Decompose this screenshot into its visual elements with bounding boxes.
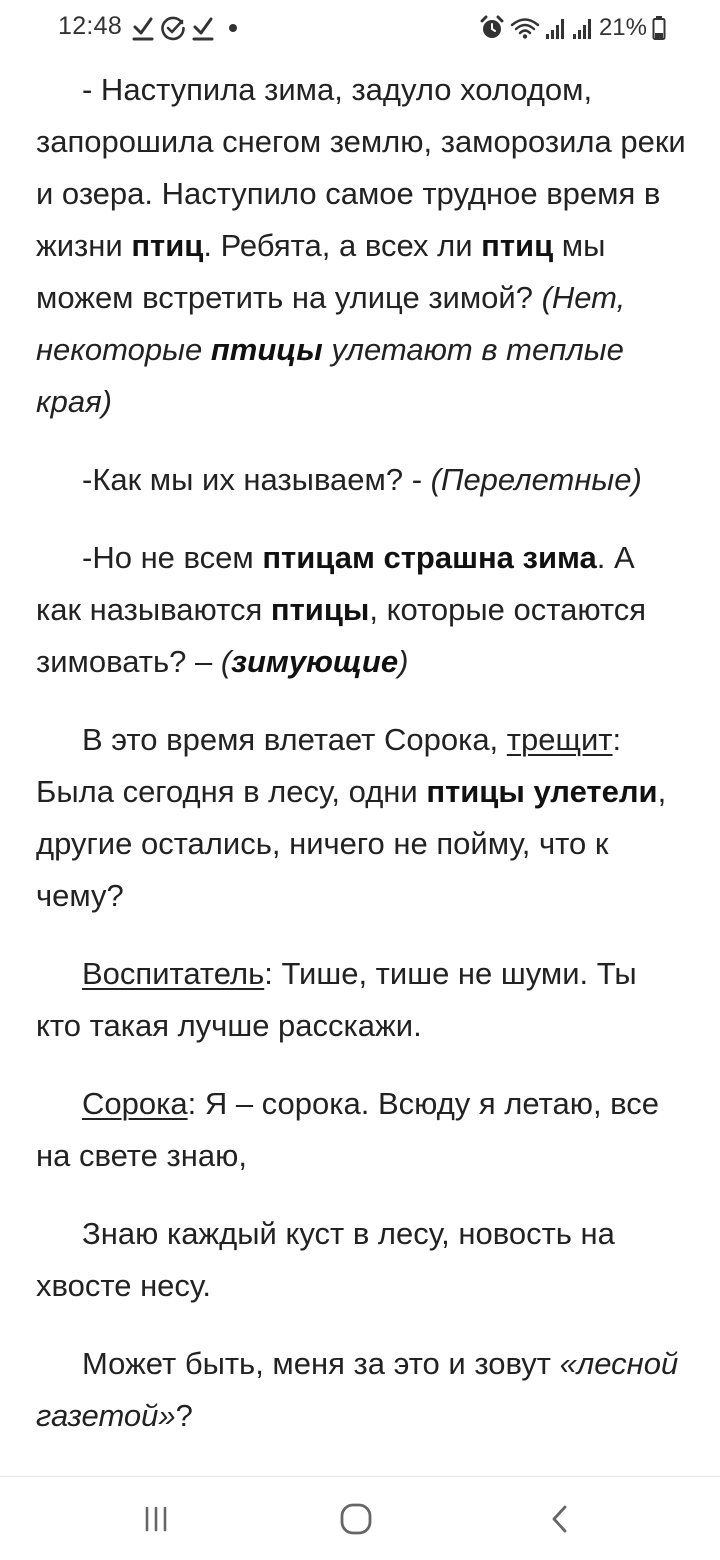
navigation-bar bbox=[0, 1477, 720, 1560]
bold-text: птицам страшна зима bbox=[262, 540, 597, 575]
battery-percent: 21% bbox=[598, 14, 647, 41]
paragraph-6 bbox=[36, 1078, 686, 1182]
text: -Как мы их называем? - bbox=[82, 462, 431, 497]
paragraph-4 bbox=[36, 714, 686, 922]
text: : Я – сорока. Всюду я летаю, все на свете знаю, bbox=[36, 1086, 660, 1173]
italic-text: улетают в теплые края) bbox=[36, 332, 624, 419]
text: Может быть, меня за это и зовут bbox=[82, 1346, 560, 1381]
text: -Но не всем bbox=[82, 540, 263, 575]
text: . А как называются bbox=[36, 540, 635, 627]
download-check-icon bbox=[132, 15, 154, 41]
wifi-icon bbox=[510, 16, 540, 40]
status-bar bbox=[0, 0, 720, 58]
text: , которые остаются зимовать? – bbox=[36, 592, 647, 679]
italic-text: (Перелетные) bbox=[430, 462, 642, 497]
text: : Тише, тише не шуми. Ты кто такая лучше расскажи. bbox=[36, 956, 637, 1043]
home-button[interactable] bbox=[334, 1497, 378, 1541]
paragraph-2 bbox=[36, 454, 686, 506]
italic-text: «лесной газетой» bbox=[36, 1346, 679, 1433]
bold-text: птицы bbox=[270, 592, 370, 627]
article-content bbox=[36, 64, 686, 1468]
check-circle-icon bbox=[160, 15, 186, 41]
text: Знаю каждый куст в лесу, новость на хвосте несу. bbox=[36, 1216, 615, 1303]
back-button[interactable] bbox=[538, 1497, 582, 1541]
italic-text: ) bbox=[398, 644, 409, 679]
status-time: 12:48 bbox=[58, 12, 123, 40]
bold-italic-text: птицы bbox=[210, 332, 323, 367]
underlined-text: трещит bbox=[506, 722, 613, 757]
home-icon bbox=[339, 1502, 373, 1536]
bold-text: птиц bbox=[481, 228, 554, 263]
text: - Наступила зима, задуло холодом, запорошила снегом землю, заморозила реки и озера. Наступило самое трудное время в жизни bbox=[36, 72, 686, 263]
text: В это время влетает Сорока, bbox=[82, 722, 507, 757]
text: ? bbox=[175, 1398, 193, 1433]
italic-text: (Нет, некоторые bbox=[36, 280, 626, 367]
bold-text: птиц bbox=[131, 228, 204, 263]
paragraph-5 bbox=[36, 948, 686, 1052]
system-status-icons bbox=[479, 12, 666, 44]
text: , другие остались, ничего не пойму, что к чему? bbox=[36, 774, 667, 913]
download-check-icon bbox=[192, 15, 214, 41]
signal-icon bbox=[545, 16, 567, 40]
italic-text: ( bbox=[220, 644, 232, 679]
paragraph-8 bbox=[36, 1338, 686, 1442]
notification-icons bbox=[132, 14, 238, 42]
speaker-label: Сорока bbox=[82, 1086, 188, 1121]
dot-icon bbox=[228, 23, 238, 33]
speaker-label: Воспитатель bbox=[82, 956, 265, 991]
bold-italic-text: зимующие bbox=[231, 644, 399, 679]
battery-icon bbox=[652, 15, 666, 41]
recent-apps-button[interactable] bbox=[134, 1497, 178, 1541]
text: . Ребята, а всех ли bbox=[203, 228, 482, 263]
alarm-icon bbox=[479, 15, 505, 41]
back-icon bbox=[548, 1504, 572, 1534]
paragraph-1 bbox=[36, 64, 686, 428]
paragraph-3 bbox=[36, 532, 686, 688]
bold-text: птицы улетели bbox=[426, 774, 658, 809]
text: мы можем встретить на улице зимой? bbox=[36, 228, 606, 315]
text: : Была сегодня в лесу, одни bbox=[36, 722, 622, 809]
recent-apps-icon bbox=[141, 1504, 171, 1534]
signal-icon bbox=[572, 16, 594, 40]
paragraph-7 bbox=[36, 1208, 686, 1312]
